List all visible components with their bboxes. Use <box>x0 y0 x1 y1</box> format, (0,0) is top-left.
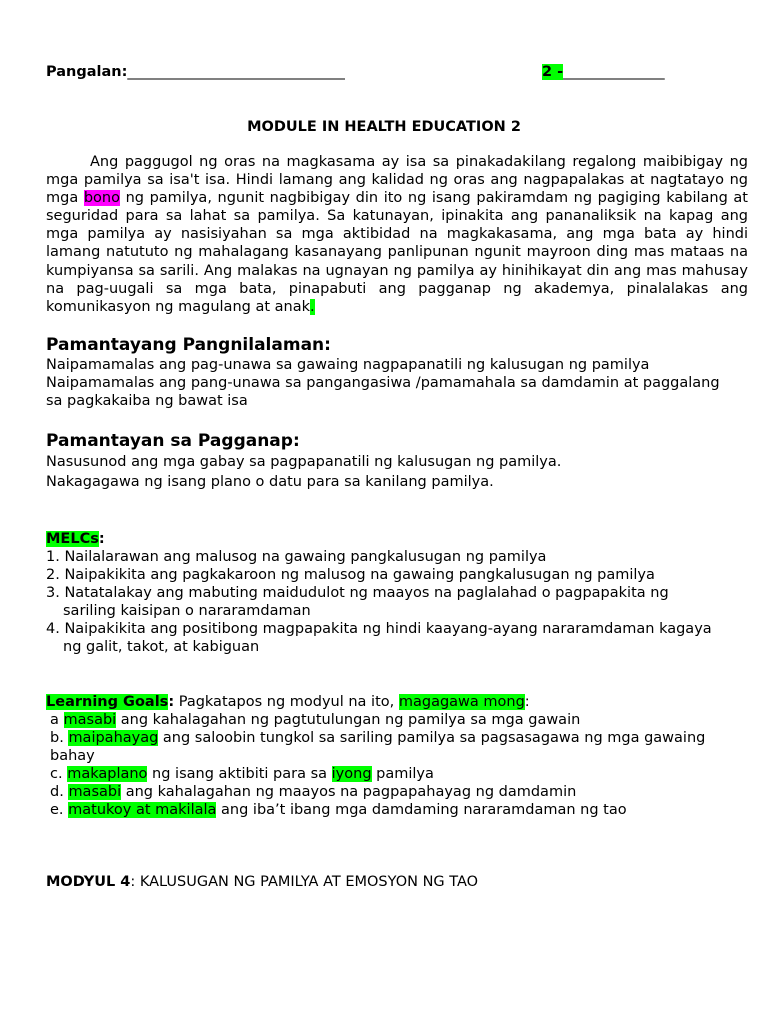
melc-item: 2. Naipakikita ang pagkakaroon ng malusog na gawaing pangkalusugan ng pamilya <box>46 567 655 583</box>
name-field <box>46 63 345 81</box>
goal-prefix: a <box>50 712 64 728</box>
intro-highlight: bono <box>83 190 120 207</box>
goal-highlight: maipahayag <box>68 730 159 746</box>
intro-text-1: Ang paggugol ng oras na magkasama ay isa sa pinakadakilang regalong maibibigay ng mga pamilya sa isa't isa. Hindi lamang ang kalidad ng oras ang nagpapalakas at nagtatayo ng mga <box>46 154 748 207</box>
goal-text: ang saloobin tungkol sa sariling pamilya sa pagsasagawa ng mga gawaing <box>158 730 706 746</box>
goal-item <box>50 711 580 729</box>
modyul-rest: : KALUSUGAN NG PAMILYA AT EMOSYON NG TAO <box>130 874 479 890</box>
goal-text: ng isang aktibiti para sa <box>147 766 332 782</box>
intro-paragraph <box>46 153 748 316</box>
intro-text-2: ng pamilya, ngunit nagbibigay din ito ng isang pakiramdam ng pagiging kabilang at seguridad para sa lahat sa pamilya. Sa katunayan, ipinakita ang pananaliksik na kapag ang mga pamilya ay nasisiyahan sa mga aktibidad na magkakasama, ang mga bata ay hindi lamang natututo ng mahalagang kasanayang panlipunan ngunit mayroon ding mas mataas na kumpiyansa sa sarili. Ang malakas na ugnayan ng pamilya ay hinihikayat din ang mas mahusay na pag-uugali sa mga bata, pinapabuti ang pagganap ng akademya, pinalalakas ang komunikasyon ng magulang at anak <box>46 190 748 315</box>
learning-goals-heading <box>46 693 530 711</box>
pangnilalaman-line: Naipamamalas ang pang-unawa sa pangangasiwa /pamamahala sa damdamin at paggalang <box>46 375 720 391</box>
intro-end: . <box>309 298 315 315</box>
learning-goals-label: Learning Goals <box>46 694 169 710</box>
pagganap-line: Nakagagawa ng isang plano o datu para sa kanilang pamilya. <box>46 474 494 490</box>
goal-prefix: d. <box>50 784 69 800</box>
goal-item <box>50 801 627 819</box>
melc-item: 4. Naipakikita ang positibong magpapakita ng hindi kaayang-ayang nararamdaman kagaya <box>46 621 712 637</box>
grade-field <box>542 63 665 81</box>
melc-item-continuation: ng galit, takot, at kabiguan <box>63 639 260 655</box>
goal-highlight: masabi <box>63 712 117 728</box>
goal-prefix: e. <box>50 802 69 818</box>
modyul-title <box>46 873 478 891</box>
goal-highlight: matukoy at makilala <box>68 802 217 818</box>
goal-item <box>50 729 705 747</box>
learning-goals-intro: Pagkatapos ng modyul na ito, <box>174 694 399 710</box>
pangnilalaman-line: Naipamamalas ang pag-unawa sa gawaing nagpapanatili ng kalusugan ng pamilya <box>46 357 650 373</box>
melc-item: 3. Natatalakay ang mabuting maidudulot ng maayos na paglalahad o pagpapakita ng <box>46 585 669 601</box>
grade-label: 2 - <box>542 64 564 80</box>
pagganap-line: Nasusunod ang mga gabay sa pagpapanatili ng kalusugan ng pamilya. <box>46 454 562 470</box>
name-label: Pangalan: <box>46 64 128 80</box>
modyul-label: MODYUL 4 <box>46 874 131 890</box>
learning-goals-intro-end: : <box>524 694 530 710</box>
grade-blank: ______________ <box>563 64 665 80</box>
goal-item-continuation: bahay <box>50 748 95 764</box>
goal-text: ang kahalagahan ng pagtutulungan ng pamilya sa mga gawain <box>116 712 581 728</box>
learning-goals-intro-highlight: magagawa mong <box>398 694 525 710</box>
goal-item <box>50 765 434 783</box>
goal-text: ang kahalagahan ng maayos na pagpapahayag ng damdamin <box>121 784 577 800</box>
melc-item-continuation: sariling kaisipan o nararamdaman <box>63 603 311 619</box>
goal-highlight: makaplano <box>67 766 148 782</box>
goal-highlight: iyong <box>331 766 372 782</box>
name-blank: ______________________________ <box>127 64 345 80</box>
melcs-label: MELCs <box>46 531 99 547</box>
pagganap-heading: Pamantayan sa Pagganap: <box>46 431 300 451</box>
pangnilalaman-line: sa pagkakaiba ng bawat isa <box>46 393 248 409</box>
melc-item: 1. Nailalarawan ang malusog na gawaing pangkalusugan ng pamilya <box>46 549 547 565</box>
goal-item <box>50 783 576 801</box>
goal-text: ang iba’t ibang mga damdaming nararamdaman ng tao <box>216 802 627 818</box>
pangnilalaman-heading: Pamantayang Pangnilalaman: <box>46 335 331 355</box>
melcs-heading <box>46 530 105 548</box>
goal-prefix: c. <box>50 766 68 782</box>
melcs-colon: : <box>98 531 105 547</box>
document-title: MODULE IN HEALTH EDUCATION 2 <box>247 119 521 135</box>
goal-prefix: b. <box>50 730 69 746</box>
goal-highlight: masabi <box>68 784 122 800</box>
learning-goals-colon: : <box>168 694 175 710</box>
goal-text: pamilya <box>371 766 434 782</box>
